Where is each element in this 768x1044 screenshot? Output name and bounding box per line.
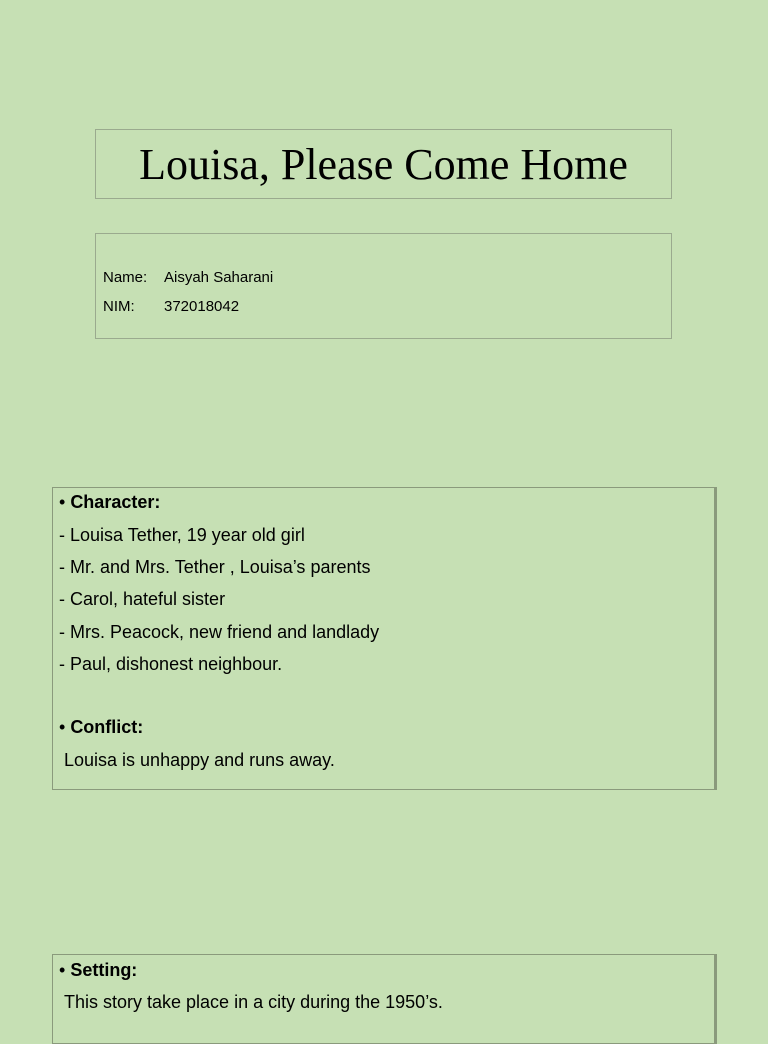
student-nim-row (103, 298, 239, 316)
story-elements-box (52, 487, 717, 790)
page-title: Louisa, Please Come Home (139, 140, 628, 189)
conflict-heading (59, 716, 143, 738)
student-name-row (103, 269, 273, 287)
setting-heading (59, 959, 137, 981)
character-item: - Paul, dishonest neighbour. (59, 654, 283, 674)
conflict-text: Louisa is unhappy and runs away. (64, 750, 335, 770)
character-item: - Louisa Tether, 19 year old girl (59, 525, 305, 545)
character-item: - Mrs. Peacock, new friend and landlady (59, 622, 380, 642)
character-heading-text: Character: (70, 492, 161, 512)
bullet: • (59, 960, 66, 980)
character-heading (59, 491, 160, 513)
nim-label: NIM: (103, 298, 135, 315)
character-item: - Mr. and Mrs. Tether , Louisa’s parents (59, 557, 371, 577)
character-item: - Carol, hateful sister (59, 589, 226, 609)
name-value: Aisyah Saharani (164, 269, 274, 286)
setting-box (52, 954, 717, 1044)
student-info-box (95, 233, 672, 339)
name-label: Name: (103, 269, 148, 286)
setting-heading-text: Setting: (70, 960, 138, 980)
conflict-heading-text: Conflict: (70, 717, 144, 737)
bullet: • (59, 492, 66, 512)
setting-text: This story take place in a city during the 1950’s. (64, 992, 443, 1012)
bullet: • (59, 717, 66, 737)
nim-value: 372018042 (164, 298, 240, 315)
title-box (95, 129, 672, 199)
